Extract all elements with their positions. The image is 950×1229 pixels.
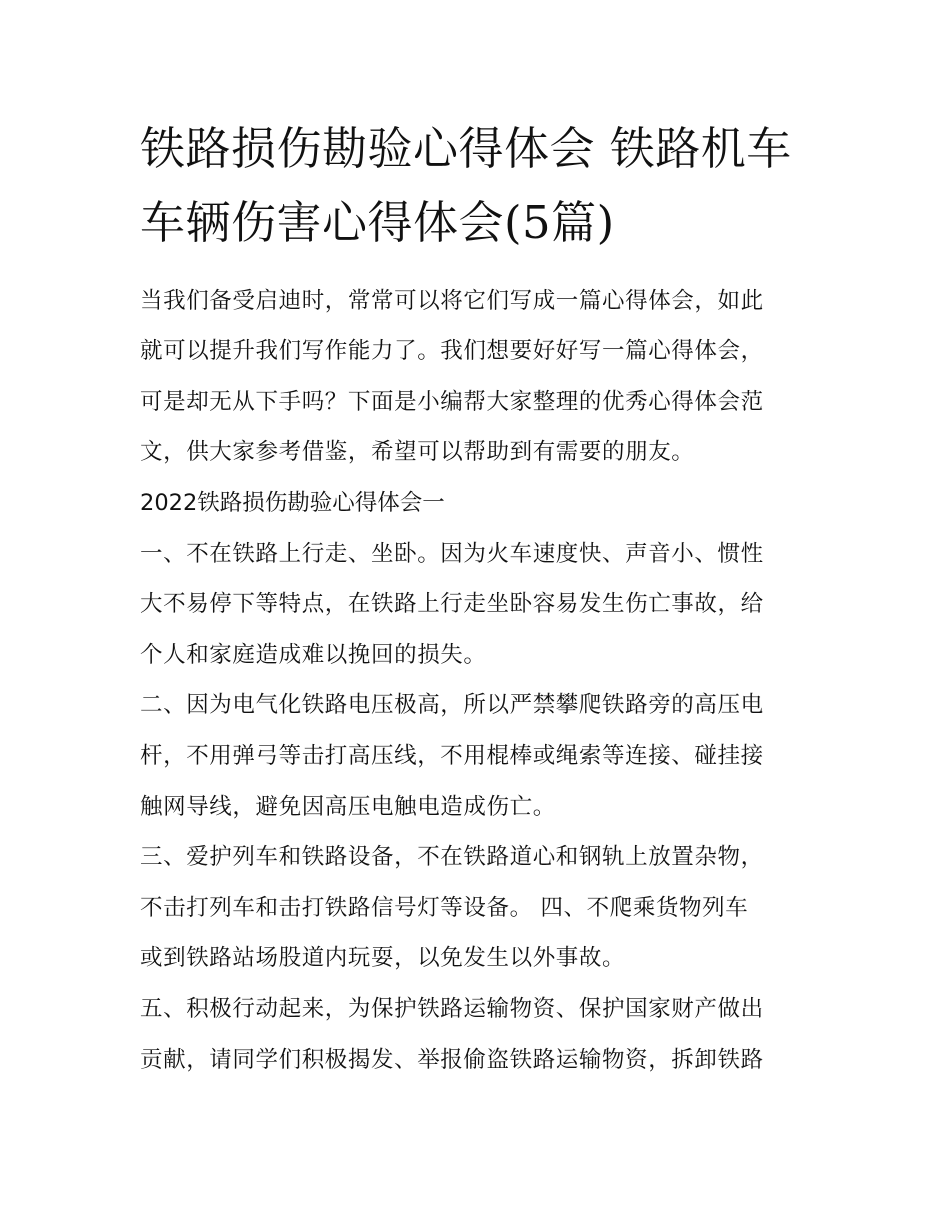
body-line: 文，供大家参考借鉴，希望可以帮助到有需要的朋友。 xyxy=(140,439,695,465)
body-line: 当我们备受启迪时，常常可以将它们写成一篇心得体会，如此 xyxy=(140,288,764,314)
document-title: 铁路损伤勘验心得体会 铁路机车车辆伤害心得体会(5篇) xyxy=(140,122,792,249)
body-line: 二、因为电气化铁路电压极高，所以严禁攀爬铁路旁的高压电 xyxy=(140,692,764,718)
body-line: 大不易停下等特点，在铁路上行走坐卧容易发生伤亡事故，给 xyxy=(140,591,764,617)
body-line: 个人和家庭造成难以挽回的损失。 xyxy=(140,642,487,668)
body-line: 就可以提升我们写作能力了。我们想要好好写一篇心得体会， xyxy=(140,338,764,364)
body-line: 杆，不用弹弓等击打高压线，不用棍棒或绳索等连接、碰挂接 xyxy=(140,743,764,769)
body-line: 贡献，请同学们积极揭发、举报偷盗铁路运输物资，拆卸铁路 xyxy=(140,1047,764,1073)
body-line: 触网导线，避免因高压电触电造成伤亡。 xyxy=(140,794,556,820)
section-heading: 2022铁路损伤勘验心得体会一 xyxy=(140,490,445,516)
body-line: 五、积极行动起来，为保护铁路运输物资、保护国家财产做出 xyxy=(140,996,764,1022)
body-line: 可是却无从下手吗？下面是小编帮大家整理的优秀心得体会范 xyxy=(140,389,764,415)
body-line: 不击打列车和击打铁路信号灯等设备。 四、不爬乘货物列车 xyxy=(140,895,749,921)
body-line: 三、爱护列车和铁路设备，不在铁路道心和钢轨上放置杂物， xyxy=(140,844,764,870)
body-line: 或到铁路站场股道内玩耍，以免发生以外事故。 xyxy=(140,945,626,971)
body-line: 一、不在铁路上行走、坐卧。因为火车速度快、声音小、惯性 xyxy=(140,541,764,567)
